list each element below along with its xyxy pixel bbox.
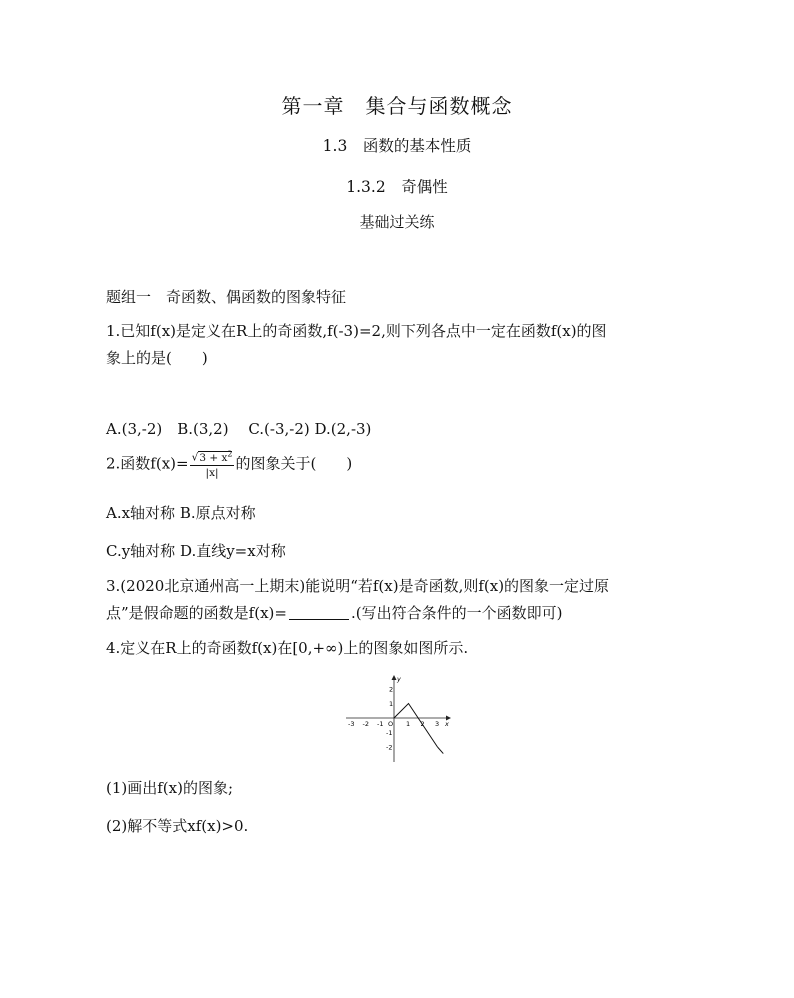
x-tick-label: -2	[362, 720, 369, 728]
x-tick-label: 3	[435, 720, 440, 728]
y-tick-label: 1	[389, 700, 394, 708]
y-tick-label: -1	[386, 729, 393, 737]
q2-fraction	[190, 450, 235, 479]
x-tick-label: 1	[406, 720, 411, 728]
q3-line2-post: .(写出符合条件的一个函数即可)	[350, 604, 563, 622]
q2-denominator: |x|	[205, 467, 219, 479]
q1-line1: 1.已知f(x)是定义在R上的奇函数,f(-3)=2,则下列各点中一定在函数f(x)的图	[106, 322, 607, 340]
q3-line2	[106, 602, 562, 623]
q2-stem	[106, 450, 352, 479]
q2-exponent: 2	[227, 449, 233, 458]
group1-title: 题组一 奇函数、偶函数的图象特征	[106, 288, 347, 306]
y-axis-arrow-icon	[392, 675, 397, 680]
q1-options: A.(3,-2) B.(3,2) C.(-3,-2) D.(2,-3)	[106, 420, 372, 438]
curve-extension	[438, 747, 444, 754]
subsection-title: 1.3.2 奇偶性	[346, 178, 448, 196]
chapter-title: 第一章 集合与函数概念	[281, 94, 513, 118]
y-tick-label: -2	[386, 743, 393, 752]
q3-line2-pre: 点”是假命题的函数是f(x)=	[106, 604, 287, 622]
practice-title: 基础过关练	[359, 213, 435, 231]
answer-blank[interactable]	[289, 605, 349, 620]
q4-stem: 4.定义在R上的奇函数f(x)在[0,+∞)上的图象如图所示.	[106, 639, 469, 657]
q4-sub1: (1)画出f(x)的图象;	[106, 779, 234, 797]
q2-suffix: 的图象关于( )	[235, 454, 353, 473]
q2-options-cd: C.y轴对称 D.直线y=x对称	[106, 542, 286, 560]
x-axis-label: x	[445, 720, 449, 728]
q4-sub2: (2)解不等式xf(x)>0.	[106, 817, 249, 835]
function-graph	[340, 672, 460, 767]
x-tick-label: -3	[348, 720, 355, 728]
q2-radicand: 3 + x	[199, 451, 228, 464]
x-tick-label: 2	[420, 720, 425, 728]
q2-prefix: 2.函数f(x)=	[106, 454, 189, 473]
q3-line1: 3.(2020北京通州高一上期末)能说明“若f(x)是奇函数,则f(x)的图象一定过原	[106, 577, 610, 595]
x-tick-label: -1	[377, 720, 384, 728]
sqrt-icon: √	[191, 451, 199, 464]
x-tick-label: O	[388, 720, 394, 728]
q1-line2: 象上的是( )	[106, 349, 208, 367]
q2-options-ab: A.x轴对称 B.原点对称	[106, 504, 256, 522]
y-axis-label: y	[397, 675, 401, 683]
y-tick-label: 2	[389, 685, 394, 694]
section-title: 1.3 函数的基本性质	[322, 137, 472, 155]
function-curve	[394, 704, 438, 748]
